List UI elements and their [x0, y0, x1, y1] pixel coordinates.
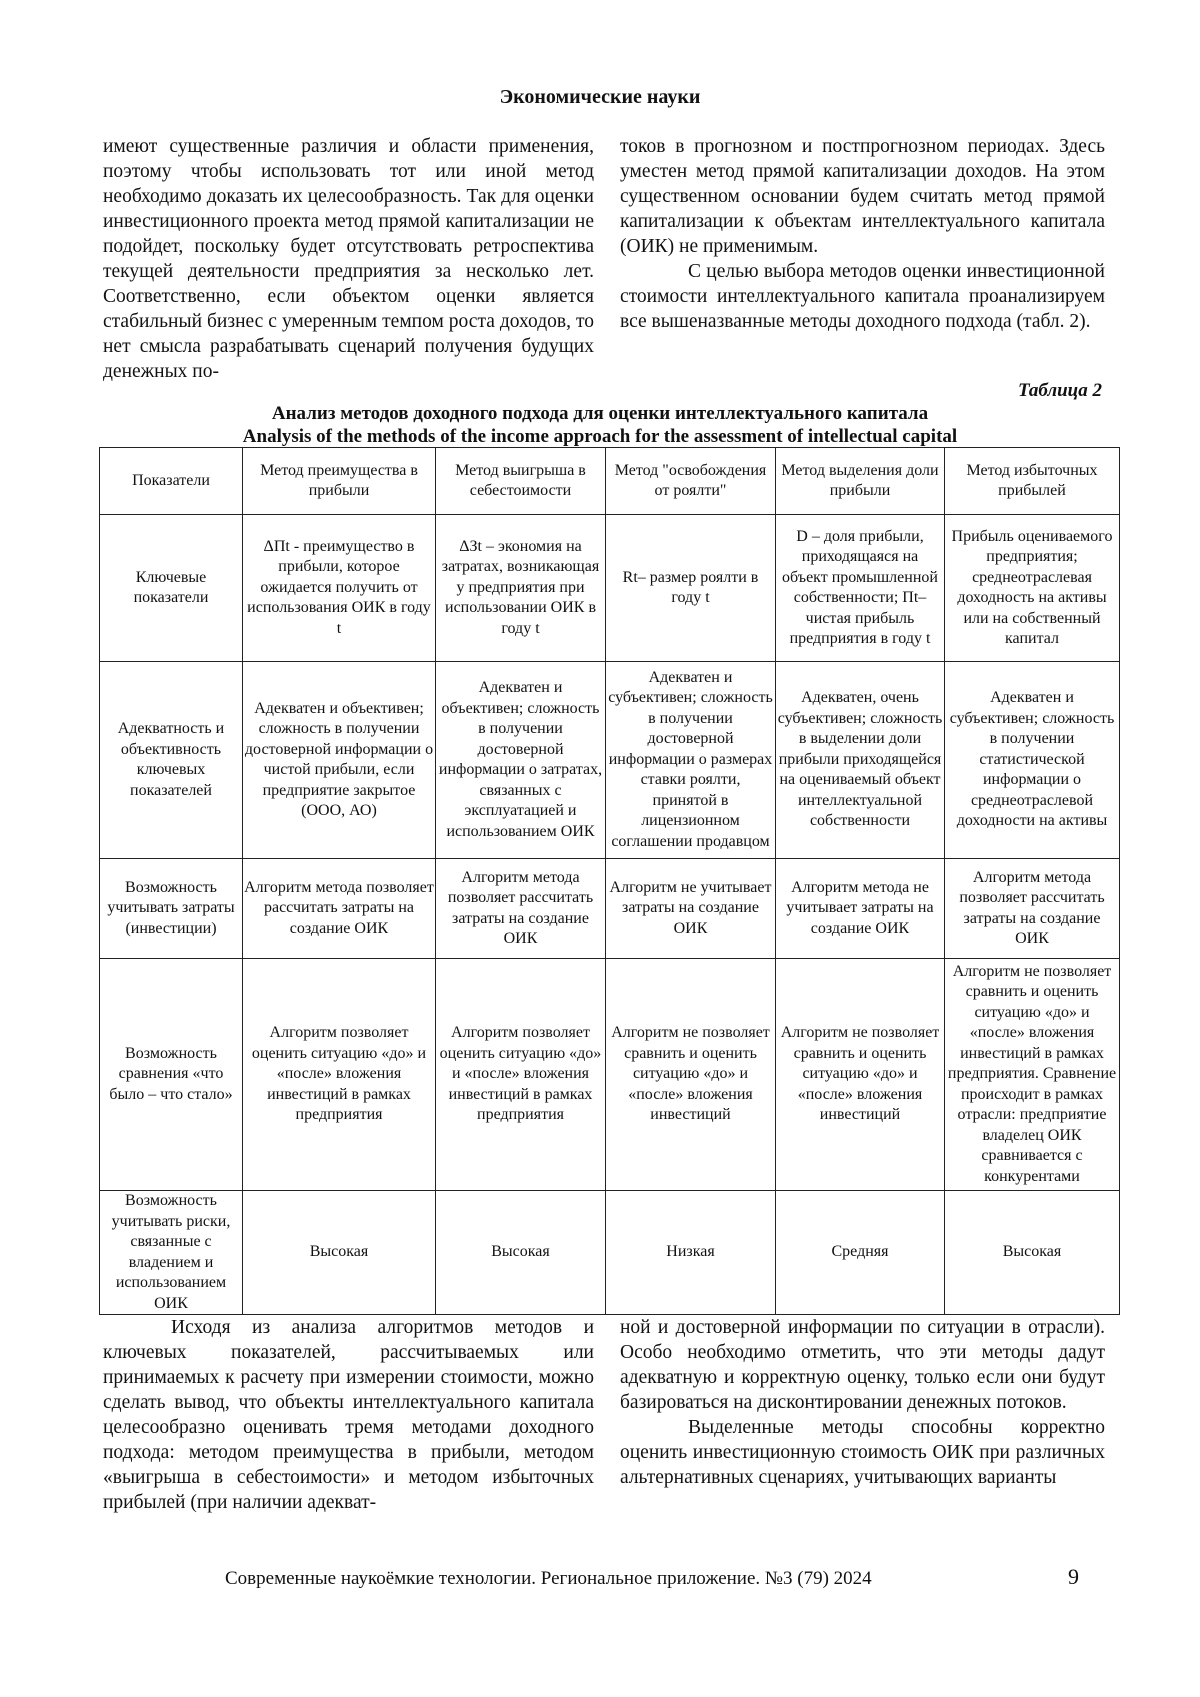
table-cell: Возможность учитывать риски, связанные с владением и использованием ОИК [100, 1191, 243, 1315]
paragraph: С целью выбора методов оценки инвестиционной стоимости интеллектуального капитала проанализируем все вышеназванные методы доходного подхода (табл. 2). [620, 261, 1105, 332]
table-label: Таблица 2 [1017, 380, 1102, 401]
paragraph: токов в прогнозном и постпрогнозном периодах. Здесь уместен метод прямой капитализации доходов. На этом существенном основании будем считать метод прямой капитализации к объектам интеллектуального капитала (ОИК) не применимым. [620, 136, 1105, 257]
table-cell: Алгоритм не позволяет сравнить и оценить ситуацию «до» и «после» вложения инвестиций [776, 959, 945, 1191]
table-header-cell: Метод выигрыша в себестоимости [436, 448, 606, 515]
table-cell: Высокая [945, 1191, 1120, 1315]
table-cell: Алгоритм позволяет оценить ситуацию «до» и «после» вложения инвестиций в рамках предприятия [436, 959, 606, 1191]
table-title-ru: Анализ методов доходного подхода для оценки интеллектуального капитала [271, 403, 929, 424]
table-cell: Адекватен и объективен; сложность в получении достоверной информации о чистой прибыли, если предприятие закрытое (ООО, АО) [243, 662, 436, 859]
journal-section-header: Экономические науки [499, 86, 701, 108]
table-cell: Алгоритм метода позволяет рассчитать затраты на создание ОИК [436, 859, 606, 959]
table-row [100, 515, 1120, 662]
table-cell: Возможность сравнения «что было – что стало» [100, 959, 243, 1191]
table-title-en: Analysis of the methods of the income approach for the assessment of intellectual capital [242, 426, 958, 447]
table-cell: ΔПt - преимущество в прибыли, которое ожидается получить от использования ОИК в году t [243, 515, 436, 662]
paragraph: Исходя из анализа алгоритмов методов и ключевых показателей, рассчитываемых или принимаемых к расчету при измерении стоимости, можно сделать вывод, что объекты интеллектуального капитала целесообразно оценивать тремя методами доходного подхода: методом преимущества в прибыли, методом «выигрыша в себестоимости» и методом избыточных прибылей (при наличии адекват- [103, 1317, 594, 1513]
table-row [100, 959, 1120, 1191]
table-cell: Алгоритм не учитывает затраты на создание ОИК [606, 859, 776, 959]
paragraph: имеют существенные различия и области применения, поэтому чтобы использовать тот или иной метод необходимо доказать их целесообразность. Так для оценки инвестиционного проекта метод прямой капитализации не подойдет, поскольку будет отсутствовать ретроспектива текущей деятельности предприятия за несколько лет. Соответственно, если объектом оценки является стабильный бизнес с умеренным темпом роста доходов, то нет смысла разрабатывать сценарий получения будущих денежных по- [103, 136, 594, 382]
table-cell: Алгоритм метода позволяет рассчитать затраты на создание ОИК [243, 859, 436, 959]
table-cell: ΔЗt – экономия на затратах, возникающая у предприятия при использовании ОИК в году t [436, 515, 606, 662]
methods-analysis-table [99, 447, 1120, 1315]
table-header-row [100, 448, 1120, 515]
table-cell: Низкая [606, 1191, 776, 1315]
text-column-bottom-right [620, 1315, 1105, 1490]
table-row [100, 859, 1120, 959]
text-column-bottom-left [103, 1315, 594, 1515]
journal-footer: Современные наукоёмкие технологии. Региональное приложение. №3 (79) 2024 [225, 1568, 872, 1589]
text-column-top-right [620, 134, 1105, 334]
table-cell: Адекватен и объективен; сложность в получении достоверной информации о затратах, связанных с эксплуатацией и использованием ОИК [436, 662, 606, 859]
table-cell: Алгоритм метода позволяет рассчитать затраты на создание ОИК [945, 859, 1120, 959]
table-cell: Алгоритм не позволяет сравнить и оценить ситуацию «до» и «после» вложения инвестиций в рамках предприятия. Сравнение происходит в рамках отрасли: предприятие владелец ОИК сравнивается с конкурентами [945, 959, 1120, 1191]
table-cell: Алгоритм позволяет оценить ситуацию «до» и «после» вложения инвестиций в рамках предприятия [243, 959, 436, 1191]
table-cell: Адекватен, очень субъективен; сложность в выделении доли прибыли приходящейся на оцениваемый объект интеллектуальной собственности [776, 662, 945, 859]
table-cell: Возможность учитывать затраты (инвестиции) [100, 859, 243, 959]
table-cell: Алгоритм не позволяет сравнить и оценить ситуацию «до» и «после» вложения инвестиций [606, 959, 776, 1191]
table-cell: Rt– размер роялти в году t [606, 515, 776, 662]
table-cell: Высокая [436, 1191, 606, 1315]
table-cell: Адекватен и субъективен; сложность в получении статистической информации о среднеотраслевой доходности на активы [945, 662, 1120, 859]
text-column-top-left [103, 134, 594, 384]
table-cell: Ключевые показатели [100, 515, 243, 662]
table-header-cell: Метод преимущества в прибыли [243, 448, 436, 515]
table-header-cell: Метод выделения доли прибыли [776, 448, 945, 515]
paragraph: ной и достоверной информации по ситуации в отрасли). Особо необходимо отметить, что эти методы дадут адекватную и корректную оценку, только если они будут базироваться на дисконтировании денежных потоков. [620, 1317, 1105, 1413]
table-cell: Прибыль оцениваемого предприятия; среднеотраслевая доходность на активы или на собственный капитал [945, 515, 1120, 662]
table-cell: Высокая [243, 1191, 436, 1315]
table-cell: Адекватность и объективность ключевых показателей [100, 662, 243, 859]
table-cell: Средняя [776, 1191, 945, 1315]
table-header-cell: Метод "освобождения от роялти" [606, 448, 776, 515]
table-cell: Адекватен и субъективен; сложность в получении достоверной информации о размерах ставки роялти, принятой в лицензионном соглашении продавцом [606, 662, 776, 859]
table-header-cell: Метод избыточных прибылей [945, 448, 1120, 515]
page-number: 9 [1068, 1564, 1079, 1589]
table-row [100, 1191, 1120, 1315]
paragraph: Выделенные методы способны корректно оценить инвестиционную стоимость ОИК при различных альтернативных сценариях, учитывающих варианты [620, 1417, 1105, 1488]
table-cell: D – доля прибыли, приходящаяся на объект промышленной собственности; Пt– чистая прибыль предприятия в году t [776, 515, 945, 662]
table-header-cell: Показатели [100, 448, 243, 515]
table-row [100, 662, 1120, 859]
table-cell: Алгоритм метода не учитывает затраты на создание ОИК [776, 859, 945, 959]
